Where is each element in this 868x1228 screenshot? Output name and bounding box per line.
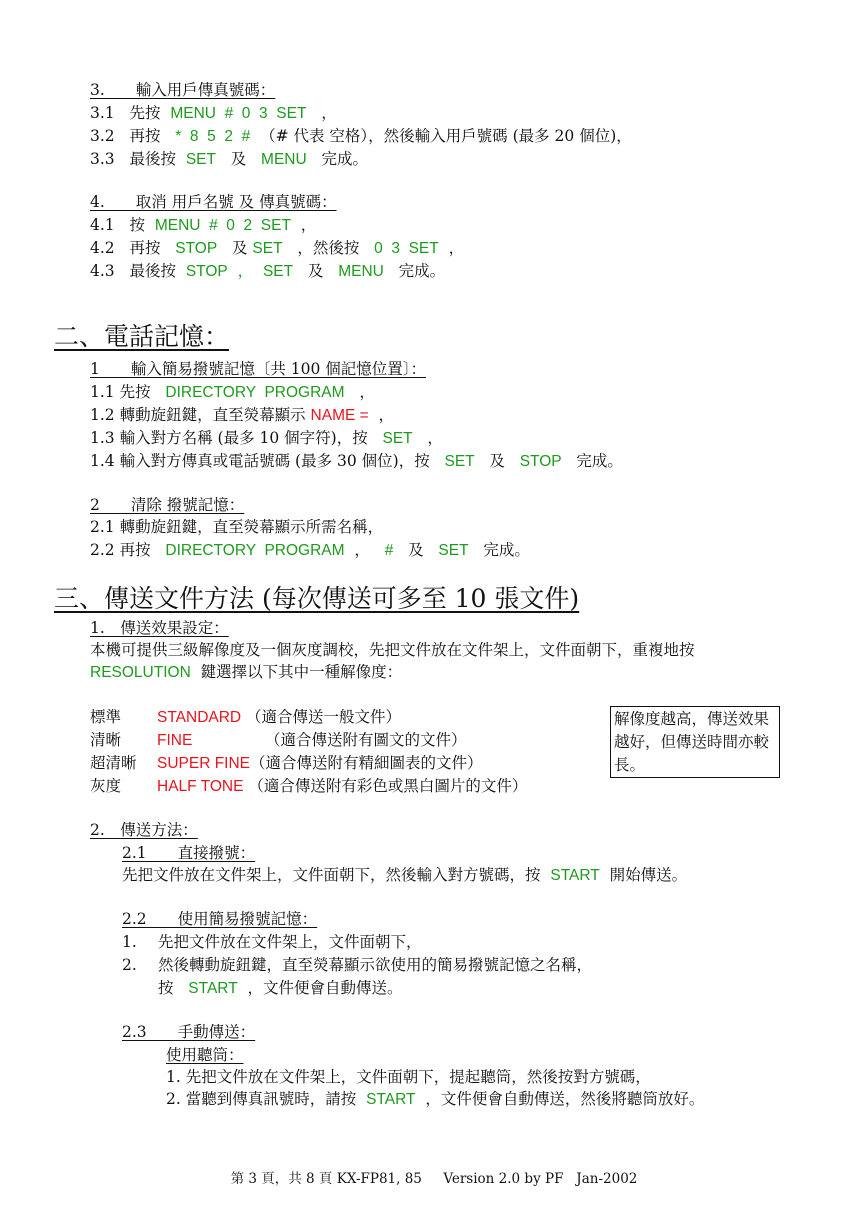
method-2-3-item-1: 1. 先把文件放在文件架上，文件面朝下，提起聽筒，然後按對方號碼， [166,1068,651,1086]
method-2-2-item-2: 2. 然後轉動旋鈕鍵，直至熒幕顯示欲使用的簡易撥號記憶之名稱， [122,956,593,974]
resolution-row-fine: 清晰 FINE （適合傳送附有圖文的文件） [90,731,467,749]
step-1-1: 1.1 先按 DIRECTORY PROGRAM ， [90,383,375,401]
memory-1-title: 1 輸入簡易撥號記憶〔共 100 個記憶位置〕： [90,360,427,378]
section-4-title: 4. 取消 用戶名號 及 傳真號碼： [90,193,337,211]
step-3-2: 3.2 再按 * 8 5 2 # （# 代表 空格），然後輸入用戶號碼 (最多 20 個位)， [90,127,632,145]
method-2-1-text: 先把文件放在文件架上，文件面朝下，然後輸入對方號碼，按 START 開始傳送。 [122,866,688,884]
method-2-2-item-2-cont: 按 START ，文件便會自動傳送。 [158,979,403,997]
resolution-paragraph-2: RESOLUTION 鍵選擇以下其中一種解像度： [90,663,403,681]
step-1-2: 1.2 轉動旋鈕鍵，直至熒幕顯示 NAME = ， [90,406,395,424]
method-2-2-item-1: 1. 先把文件放在文件架上，文件面朝下， [122,933,422,951]
step-4-3: 4.3 最後按 STOP ， SET 及 MENU 完成。 [90,262,446,280]
step-2-2: 2.2 再按 DIRECTORY PROGRAM ， # 及 SET 完成。 [90,541,530,559]
step-4-2: 4.2 再按 STOP 及 SET ，然後按 0 3 SET ， [90,239,465,257]
resolution-row-super-fine: 超清晰 SUPER FINE（適合傳送附有精細圖表的文件） [90,754,483,772]
heading-phone-memory: 二、電話記憶： [54,322,230,351]
page-footer: 第 3 頁，共 8 頁 KX-FP81, 85 Version 2.0 by PF Jan-2002 [230,1171,638,1187]
method-2-3-subtitle: 使用聽筒： [166,1046,244,1064]
transmit-1-title: 1. 傳送效果設定： [90,619,229,637]
section-3-title: 3. 輸入用戶傳真號碼： [90,81,276,99]
step-4-1: 4.1 按 MENU # 0 2 SET ， [90,216,317,234]
transmit-2-title: 2. 傳送方法： [90,821,198,839]
step-2-1: 2.1 轉動旋鈕鍵，直至熒幕顯示所需名稱， [90,518,384,536]
resolution-paragraph-1: 本機可提供三級解像度及一個灰度調校，先把文件放在文件架上，文件面朝下，重複地按 [90,641,695,659]
step-1-3: 1.3 輸入對方名稱 (最多 10 個字符)，按 SET ， [90,429,443,447]
step-3-1: 3.1 先按 MENU # 0 3 SET ， [90,104,337,122]
method-2-3-item-2: 2. 當聽到傳真訊號時，請按 START ，文件便會自動傳送，然後將聽筒放好。 [166,1090,705,1108]
heading-send-documents: 三、傳送文件方法 (每次傳送可多至 10 張文件) [54,584,580,613]
method-2-3-title: 2.3 手動傳送： [122,1023,256,1041]
resolution-row-half-tone: 灰度 HALF TONE （適合傳送附有彩色或黑白圖片的文件） [90,777,528,795]
method-2-2-title: 2.2 使用簡易撥號記憶： [122,910,318,928]
memory-2-title: 2 清除 撥號記憶： [90,496,245,514]
method-2-1-title: 2.1 直接撥號： [122,844,256,862]
resolution-row-standard: 標準 STANDARD （適合傳送一般文件） [90,708,402,726]
step-1-4: 1.4 輸入對方傳真或電話號碼 (最多 30 個位)，按 SET 及 STOP 完成。 [90,452,623,470]
step-3-3: 3.3 最後按 SET 及 MENU 完成。 [90,150,368,168]
resolution-note-box: 解像度越高，傳送效果越好，但傳送時間亦較長。 [610,706,780,778]
